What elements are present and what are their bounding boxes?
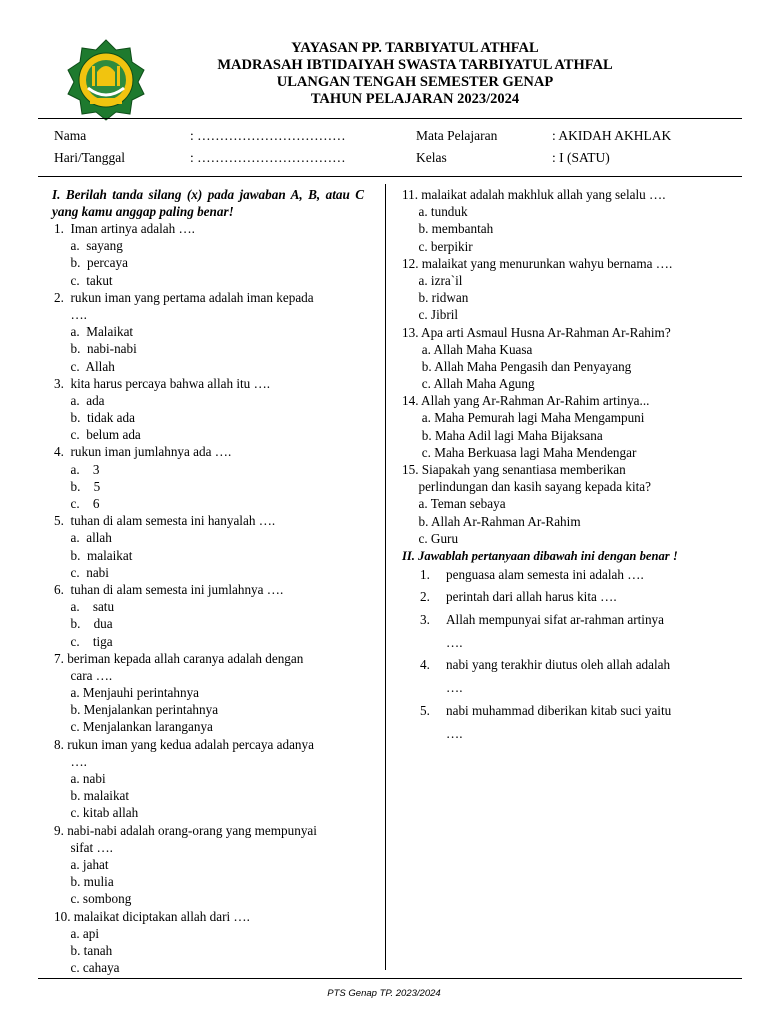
question-line: b. malaikat (54, 788, 130, 804)
header-rule (38, 118, 742, 119)
question-line: b. Allah Maha Pengasih dan Penyayang (402, 358, 632, 374)
question-line: a. satu (54, 599, 115, 615)
question-line: cara …. (54, 667, 113, 683)
hari-value: : …………………………… (190, 150, 346, 165)
question-line: a. api (54, 925, 100, 941)
question-line: a. Malaikat (54, 324, 134, 340)
question-line: a. ada (54, 392, 105, 408)
question-line: c. Allah (54, 358, 115, 374)
question-line: a. Menjauhi perintahnya (54, 685, 200, 701)
question-line: 4. rukun iman jumlahnya ada …. (54, 444, 232, 460)
question-line: c. Guru (402, 530, 459, 546)
question-line: a. izra`il (402, 272, 463, 288)
question-line: c. Menjalankan laranganya (54, 719, 213, 735)
question-line: 10. malaikat diciptakan allah dari …. (54, 908, 250, 924)
question-line: c. takut (54, 272, 113, 288)
question-line: b. membantah (402, 221, 494, 237)
essay-text: perintah dari allah harus kita …. (446, 589, 617, 604)
nama-value: : …………………………… (190, 128, 346, 143)
footer-rule (38, 978, 742, 979)
essay-number: 2. (420, 589, 430, 604)
school-name: MADRASAH IBTIDAIYAH SWASTA TARBIYATUL ATHFAL (217, 57, 613, 73)
question-line: a. nabi (54, 771, 106, 786)
essay-item (420, 566, 644, 583)
exam-name: ULANGAN TENGAH SEMESTER GENAP (276, 74, 554, 90)
mapel-label: Mata Pelajaran (416, 128, 498, 143)
right-question-column (402, 186, 672, 547)
question-line: c. kitab allah (54, 805, 139, 821)
kelas-label: Kelas (416, 150, 447, 165)
question-line: b. mulia (54, 874, 114, 890)
question-line: …. (54, 753, 87, 769)
question-line: a. allah (54, 530, 112, 546)
essay-item (420, 656, 670, 696)
essay-number: 1. (420, 567, 430, 582)
question-line: a. Teman sebaya (402, 496, 506, 512)
left-question-column (54, 220, 317, 976)
question-line: 2. rukun iman yang pertama adalah iman kepada (54, 289, 314, 305)
question-line: b. tidak ada (54, 410, 135, 426)
question-line: perlindungan dan kasih sayang kepada kita? (402, 479, 652, 495)
essay-number: 5. (420, 703, 430, 718)
question-line: b. 5 (54, 478, 101, 494)
school-logo (64, 38, 148, 122)
question-line: 3. kita harus percaya bahwa allah itu …. (54, 375, 271, 391)
essay-item (420, 588, 617, 605)
question-line: a. Allah Maha Kuasa (402, 341, 533, 357)
kelas-value: : I (SATU) (552, 150, 610, 165)
question-line: 13. Apa arti Asmaul Husna Ar-Rahman Ar-Rahim? (402, 324, 671, 340)
question-line: a. jahat (54, 856, 109, 872)
question-line: b. ridwan (402, 290, 469, 306)
nama-label: Nama (54, 128, 87, 143)
question-line: c. nabi (54, 564, 109, 580)
question-line: 6. tuhan di alam semesta ini jumlahnya …. (54, 581, 284, 597)
question-line: b. percaya (54, 255, 128, 271)
question-line: c. tiga (54, 633, 113, 649)
question-line: 7. beriman kepada allah caranya adalah dengan (54, 650, 304, 666)
question-line: 5. tuhan di alam semesta ini hanyalah …. (54, 513, 276, 529)
question-line: 9. nabi-nabi adalah orang-orang yang mempunyai (54, 822, 317, 838)
question-line: b. malaikat (54, 547, 133, 563)
page-footer: PTS Genap TP. 2023/2024 (327, 988, 441, 999)
question-line: sifat …. (54, 839, 113, 855)
essay-text: penguasa alam semesta ini adalah …. (446, 567, 644, 582)
question-line: b. Allah Ar-Rahman Ar-Rahim (402, 513, 581, 529)
info-rule (38, 176, 742, 177)
school-header (150, 40, 680, 108)
essay-text: nabi yang terakhir diutus oleh allah adalah (446, 657, 671, 672)
question-line: c. Jibril (402, 307, 459, 323)
question-line: b. nabi-nabi (54, 341, 137, 357)
foundation-name: YAYASAN PP. TARBIYATUL ATHFAL (291, 40, 539, 56)
question-line: c. Maha Berkuasa lagi Maha Mendengar (402, 444, 637, 460)
question-line: b. dua (54, 616, 113, 632)
section-2-instruction: II. Jawablah pertanyaan dibawah ini dengan benar ! (402, 549, 678, 563)
question-line: a. tunduk (402, 204, 468, 220)
section-1-instruction: I. Berilah tanda silang (x) pada jawaban A, B, atau C yang kamu anggap paling benar! (52, 187, 364, 220)
essay-continuation: …. (446, 726, 463, 742)
question-line: …. (54, 306, 87, 322)
question-line: 15. Siapakah yang senantiasa memberikan (402, 462, 626, 477)
mapel-value: : AKIDAH AKHLAK (552, 128, 672, 143)
question-line: 14. Allah yang Ar-Rahman Ar-Rahim artinya... (402, 393, 650, 409)
essay-continuation: …. (446, 680, 463, 696)
essay-continuation: …. (446, 635, 463, 651)
essay-text: Allah mempunyai sifat ar-rahman artinya (446, 612, 664, 627)
essay-item (420, 702, 671, 742)
essay-item (420, 611, 664, 651)
question-line: c. cahaya (54, 960, 120, 976)
essay-number: 4. (420, 657, 430, 672)
question-line: 11. malaikat adalah makhluk allah yang selalu …. (402, 187, 666, 202)
question-line: c. 6 (54, 496, 100, 511)
question-line: b. tanah (54, 942, 113, 958)
academic-year: TAHUN PELAJARAN 2023/2024 (310, 91, 520, 107)
question-line: b. Menjalankan perintahnya (54, 702, 219, 718)
question-line: 8. rukun iman yang kedua adalah percaya adanya (54, 736, 314, 752)
section-2-block (402, 548, 678, 565)
question-line: c. sombong (54, 891, 132, 907)
question-line: 1. Iman artinya adalah …. (54, 221, 195, 236)
question-line: a. sayang (54, 238, 123, 254)
question-line: b. Maha Adil lagi Maha Bijaksana (402, 427, 603, 443)
column-divider (385, 184, 386, 970)
essay-number: 3. (420, 612, 430, 627)
question-line: 12. malaikat yang menurunkan wahyu bernama …. (402, 255, 673, 271)
hari-label: Hari/Tanggal (54, 150, 126, 165)
question-line: a. 3 (54, 461, 100, 477)
question-line: c. berpikir (402, 238, 473, 254)
question-line: a. Maha Pemurah lagi Maha Mengampuni (402, 410, 645, 426)
question-line: c. belum ada (54, 427, 141, 443)
question-line: c. Allah Maha Agung (402, 376, 535, 392)
essay-text: nabi muhammad diberikan kitab suci yaitu (446, 703, 672, 718)
